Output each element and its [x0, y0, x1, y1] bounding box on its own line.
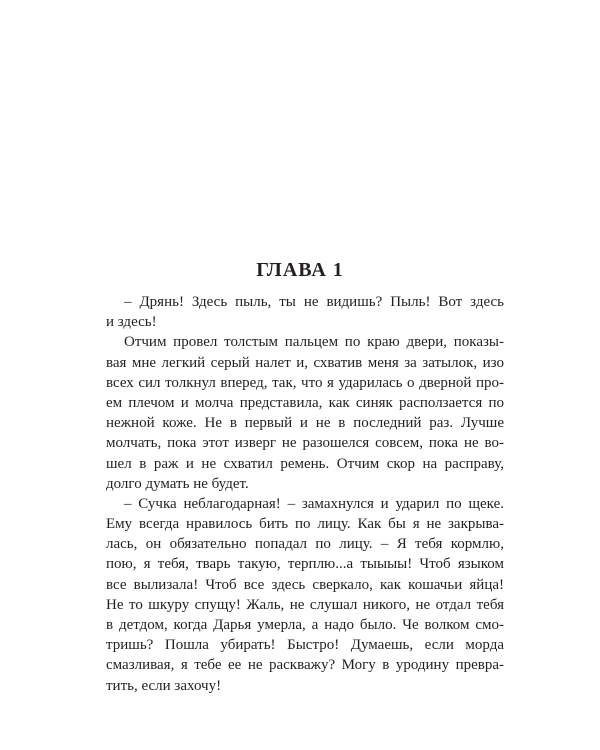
text-line: тришь? Пошла убирать! Быстро! Думаешь, если морда: [106, 637, 504, 654]
text-line: смазливая, я тебе ее не раскважу? Могу в уродину превра-: [106, 657, 504, 674]
text-line: пою, я тебя, тварь такую, терплю...а тыыыы! Чтоб языком: [106, 556, 504, 573]
text-line: лась, он обязательно попадал по лицу. – Я тебя кормлю,: [106, 536, 504, 553]
text-line: нежной коже. Не в первый и не в последний раз. Лучше: [106, 415, 504, 432]
text-line: долго думать не будет.: [106, 475, 249, 492]
text-line: Ему всегда нравилось бить по лицу. Как бы я не закрыва-: [106, 516, 504, 533]
text-line: ем плечом и молча представила, как синяк расползается по: [106, 394, 504, 411]
text-line: тить, если захочу!: [106, 677, 222, 694]
text-line: Не то шкуру спущу! Жаль, не слушал никого, не отдал тебя: [106, 596, 504, 613]
text-line: в детдом, когда Дарья умерла, а надо было. Че волком смо-: [106, 617, 504, 633]
text-line: и здесь!: [106, 314, 157, 331]
chapter-text: [106, 292, 504, 696]
text-line: всех сил толкнул вперед, так, что я ударилась о дверной про-: [106, 374, 504, 391]
text-line: шел в раж и не схватил ремень. Отчим скор на расправу,: [106, 455, 504, 472]
text-line: вая мне легкий серый налет и, схватив меня за затылок, изо: [106, 354, 504, 371]
text-line: молчать, пока этот изверг не разошелся совсем, пока не во-: [106, 435, 504, 452]
text-line: – Сучка неблагодарная! – замахнулся и ударил по щеке.: [124, 495, 504, 512]
chapter-title: ГЛАВА 1: [256, 259, 344, 281]
text-line: все вылизала! Чтоб все здесь сверкало, как кошачьи яйца!: [106, 576, 504, 593]
text-line: – Дрянь! Здесь пыль, ты не видишь? Пыль! Вот здесь: [124, 294, 504, 310]
text-line: Отчим провел толстым пальцем по краю двери, показы-: [124, 334, 504, 351]
